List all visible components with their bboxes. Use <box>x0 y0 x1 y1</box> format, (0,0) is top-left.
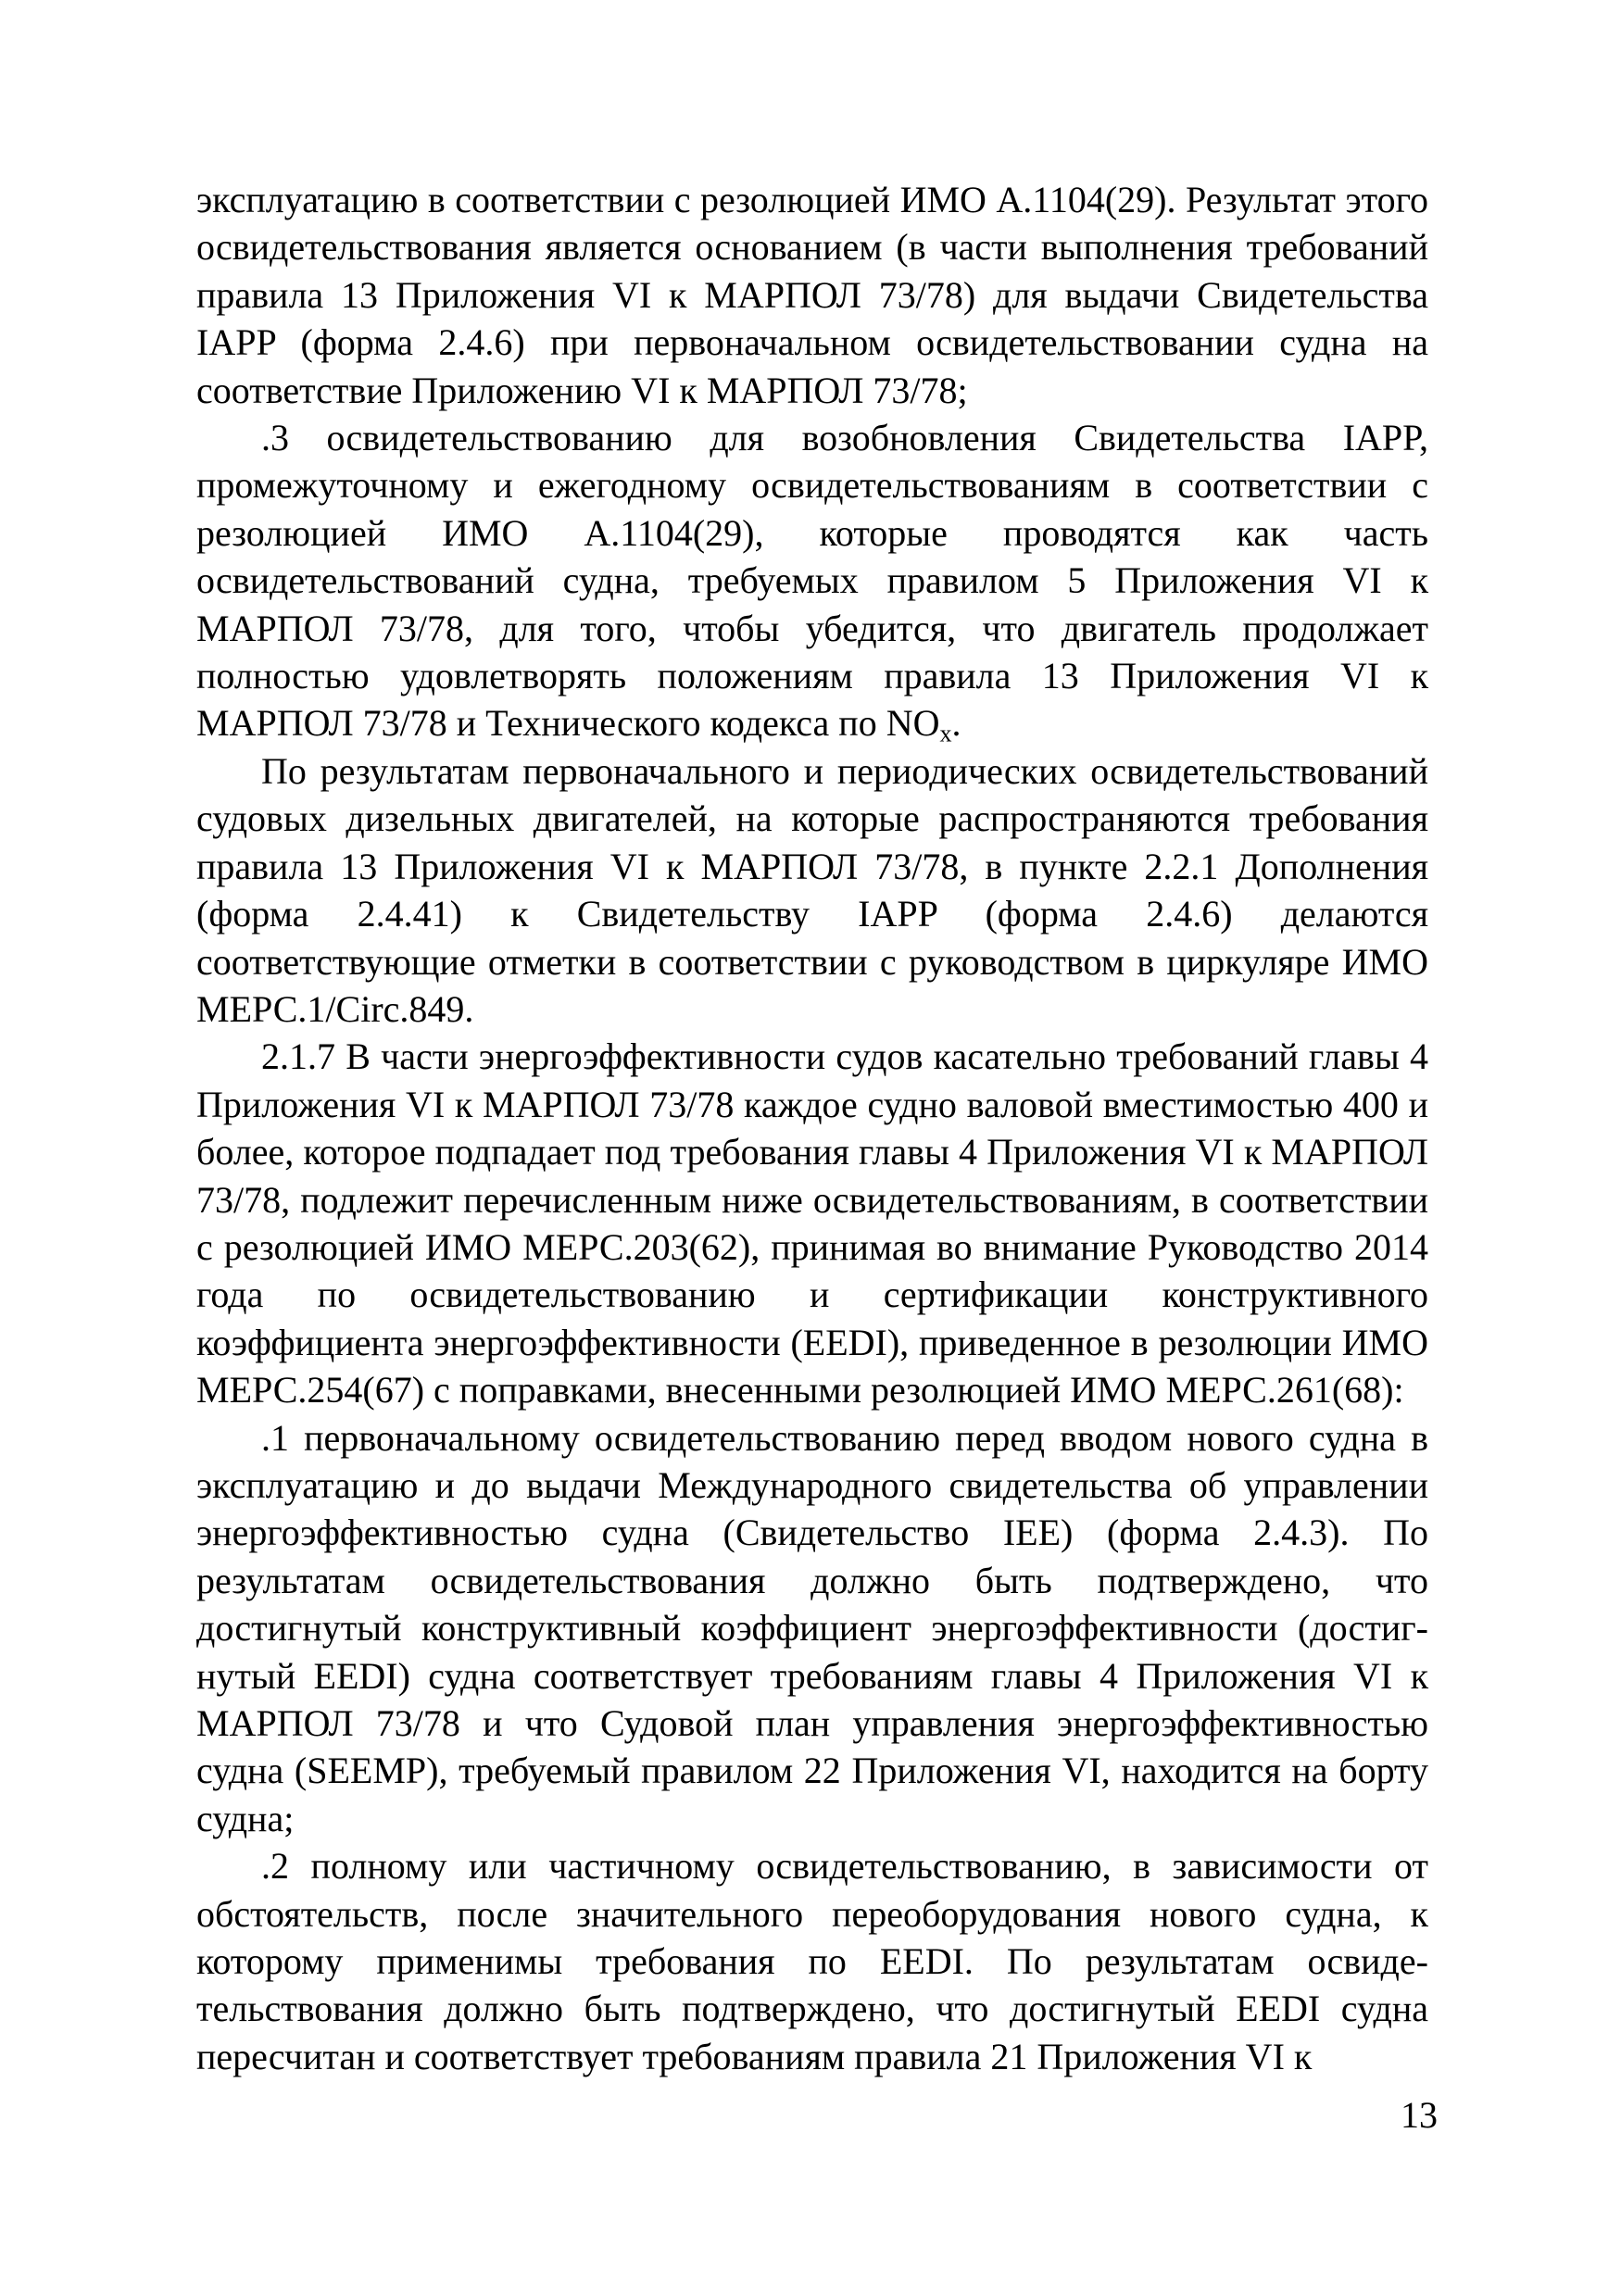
page-number: 13 <box>1401 2094 1438 2136</box>
subscript-x: x <box>939 720 952 747</box>
paragraph-2-1-7 <box>196 1033 1428 1413</box>
paragraph-text: .1 первоначальному освидетельствованию перед вводом нового судна в эксплуатацию и до выдачи Международного свидетельства об управлении энергоэффективностью судна (Свидетельство IEE) (форма 2.4.3). По результатам освидетельствования должно быть подтверждено, что достигнутый конструктивный коэффициент энергоэффективности (достигнутый EEDI) судна соответствует требованиям главы 4 Приложения VI к МАРПОЛ 73/78 и что Судовой план управления энергоэффективностью судна (SEEMP), требуемый правилом 22 Приложения VI, находится на борту судна; <box>196 1416 1428 1839</box>
paragraph-item-1 <box>196 1414 1428 1843</box>
body-text <box>196 176 1428 2080</box>
paragraph-item-2 <box>196 1842 1428 2080</box>
paragraph-text: .3 освидетельствованию для возобновления Свидетельства IAPP, промежуточному и ежегодному освидетельствованиям в соответствии с резолюцией ИМО А.1104(29), которые проводятся как часть освидетельствований судна, требуемых правилом 5 Приложения VI к МАРПОЛ 73/78, для того, чтобы убедится, что двигатель продолжает полностью удовлетворять положениям правила 13 Приложения VI к МАРПОЛ 73/78 и Технического кодекса по NO <box>196 417 1428 745</box>
paragraph-continuation <box>196 176 1428 414</box>
paragraph-text: .2 полному или частичному освидетельствованию, в зависимости от обстоятельств, после значительного переоборудования нового судна, к которому применимы требования по EEDI. По результатам освидетельствования должно быть подтверждено, что достигнутый EEDI судна пересчитан и соответствует требованиям правила 21 Приложения VI к <box>196 1845 1428 2077</box>
paragraph-text: 2.1.7 В части энергоэффективности судов касательно требований главы 4 Приложения VI к МАРПОЛ 73/78 каждое судно валовой вместимостью 400 и более, которое подпадает под требования главы 4 Приложения VI к МАРПОЛ 73/78, подлежит перечисленным ниже освидетельствованиям, в соответствии с резолюцией ИМО МЕРС.203(62), принимая во внимание Руководство 2014 года по освидетельствованию и сертификации конструктивного коэффициента энергоэффективности (EEDI), приведенное в резолюции ИМО МЕРС.254(67) с поправками, внесенными резолюцией ИМО МЕРС.261(68): <box>196 1035 1428 1411</box>
paragraph-text: По результатам первоначального и периодических освидетельствований судовых дизельных двигателей, на которые распространяются требования правила 13 Приложения VI к МАРПОЛ 73/78, в пункте 2.2.1 Дополнения (форма 2.4.41) к Свидетельству IAPP (форма 2.4.6) делаются соответствующие отметки в соответствии с руководством в циркуляре ИМО МЕРС.1/Circ.849. <box>196 749 1428 1030</box>
paragraph-item-3 <box>196 414 1428 747</box>
paragraph-results <box>196 747 1428 1033</box>
paragraph-suffix: . <box>951 702 961 745</box>
paragraph-text: эксплуатацию в соответствии с резолюцией ИМО А.1104(29). Результат этого освидетельствования является основанием (в части выполнения требований правила 13 Приложения VI к МАРПОЛ 73/78) для выдачи Свидетельства IAPP (форма 2.4.6) при первоначальном освидетельствовании судна на соответствие Приложению VI к МАРПОЛ 73/78; <box>196 179 1428 411</box>
